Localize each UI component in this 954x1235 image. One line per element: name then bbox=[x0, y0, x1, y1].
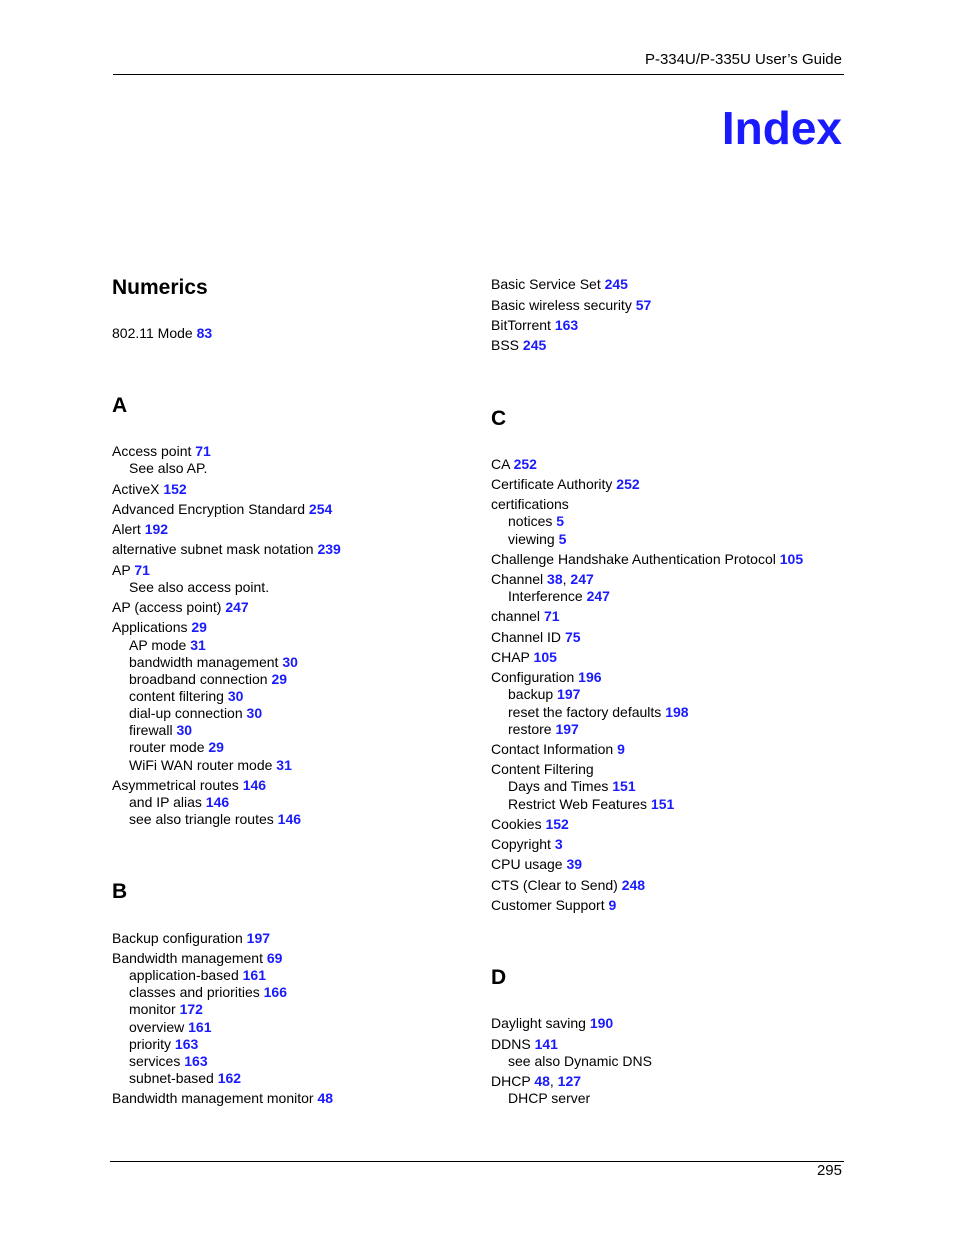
index-term: CA bbox=[491, 456, 510, 472]
index-term: Basic Service Set bbox=[491, 276, 601, 292]
index-term: backup bbox=[508, 686, 554, 702]
page-reference-link[interactable]: 248 bbox=[621, 877, 646, 893]
index-entry bbox=[491, 669, 602, 686]
index-subentry bbox=[129, 654, 298, 671]
page-reference-link[interactable]: 9 bbox=[617, 741, 625, 757]
index-entry bbox=[112, 325, 212, 342]
header-guide-title: P-334U/P-335U User’s Guide bbox=[644, 51, 842, 68]
index-term: Backup configuration bbox=[112, 930, 243, 946]
index-term: priority bbox=[129, 1036, 172, 1052]
index-subentry bbox=[129, 1019, 212, 1036]
index-subentry bbox=[508, 704, 689, 721]
index-term: DDNS bbox=[491, 1036, 531, 1052]
index-entry bbox=[491, 496, 569, 513]
page-reference-link[interactable]: 239 bbox=[317, 541, 341, 557]
page-reference-link[interactable]: 5 bbox=[556, 513, 565, 529]
index-term: CTS (Clear to Send) bbox=[491, 877, 618, 893]
page-reference-link[interactable]: 48 bbox=[534, 1073, 550, 1089]
index-entry bbox=[491, 571, 594, 588]
page-reference-link[interactable]: 146 bbox=[205, 794, 230, 810]
index-entry bbox=[112, 521, 168, 538]
index-term: CHAP bbox=[491, 649, 530, 665]
index-term: Contact Information bbox=[491, 741, 614, 757]
index-subentry bbox=[129, 811, 301, 828]
index-subentry bbox=[129, 739, 224, 756]
index-term: AP bbox=[112, 562, 131, 578]
page-reference-link[interactable]: 197 bbox=[246, 930, 271, 946]
index-subentry bbox=[129, 688, 243, 705]
index-term: Channel ID bbox=[491, 629, 562, 645]
index-term: WiFi WAN router mode bbox=[129, 757, 273, 773]
index-term: Access point bbox=[112, 443, 192, 459]
page-reference-link[interactable]: 254 bbox=[308, 501, 333, 517]
index-entry bbox=[491, 476, 640, 493]
index-term: services bbox=[129, 1053, 181, 1069]
index-entry bbox=[491, 856, 582, 873]
index-subentry bbox=[508, 721, 579, 738]
index-term: Channel bbox=[491, 571, 544, 587]
page-reference-link[interactable]: 30 bbox=[246, 705, 263, 721]
index-term: see also Dynamic DNS bbox=[508, 1053, 652, 1069]
page-ref-separator: , bbox=[549, 1073, 558, 1089]
index-term: channel bbox=[491, 608, 541, 624]
page-reference-link[interactable]: 29 bbox=[191, 619, 207, 635]
index-term: Certificate Authority bbox=[491, 476, 613, 492]
page-reference-link[interactable]: 247 bbox=[570, 571, 594, 587]
page-reference-link[interactable]: 38 bbox=[547, 571, 563, 587]
index-term: firewall bbox=[129, 722, 173, 738]
page-reference-link[interactable]: 197 bbox=[555, 721, 579, 737]
index-term: see also triangle routes bbox=[129, 811, 274, 827]
index-term: ActiveX bbox=[112, 481, 160, 497]
page-number: 295 bbox=[816, 1162, 842, 1179]
index-term: See also access point. bbox=[129, 579, 270, 595]
page-title: Index bbox=[721, 102, 842, 154]
index-subentry bbox=[129, 794, 229, 811]
index-term: DHCP bbox=[491, 1073, 531, 1089]
index-term: application-based bbox=[129, 967, 239, 983]
index-term: Restrict Web Features bbox=[508, 796, 648, 812]
index-term: reset the factory defaults bbox=[508, 704, 662, 720]
index-entry bbox=[491, 836, 563, 853]
page-reference-link[interactable]: 196 bbox=[578, 669, 602, 685]
index-term: 802.11 Mode bbox=[112, 325, 193, 341]
index-entry bbox=[112, 599, 249, 616]
page-reference-link[interactable]: 252 bbox=[513, 456, 537, 472]
page-reference-link[interactable]: 141 bbox=[534, 1036, 558, 1052]
footer-rule bbox=[110, 1161, 844, 1162]
page-reference-link[interactable]: 172 bbox=[179, 1001, 203, 1017]
index-term: Bandwidth management monitor bbox=[112, 1090, 314, 1106]
index-term: Challenge Handshake Authentication Protocol bbox=[491, 551, 776, 567]
index-subentry bbox=[129, 637, 206, 654]
index-term: classes and priorities bbox=[129, 984, 260, 1000]
page-reference-link[interactable]: 31 bbox=[276, 757, 292, 773]
page-ref-separator: , bbox=[562, 571, 571, 587]
index-subentry bbox=[508, 778, 636, 795]
page-reference-link[interactable]: 39 bbox=[566, 856, 583, 872]
index-term: Daylight saving bbox=[491, 1015, 586, 1031]
index-term: dial-up connection bbox=[129, 705, 243, 721]
page-reference-link[interactable]: 83 bbox=[196, 325, 213, 341]
index-entry bbox=[491, 877, 645, 894]
section-heading: Numerics bbox=[112, 276, 208, 299]
page-reference-link[interactable]: 151 bbox=[612, 778, 636, 794]
index-entry bbox=[491, 1015, 613, 1032]
index-entry bbox=[491, 741, 625, 758]
index-entry bbox=[112, 1090, 333, 1107]
index-subentry bbox=[129, 1070, 241, 1087]
index-subentry bbox=[129, 1001, 203, 1018]
index-term: content filtering bbox=[129, 688, 224, 704]
index-term: monitor bbox=[129, 1001, 176, 1017]
section-heading: D bbox=[491, 966, 507, 989]
index-entry bbox=[491, 1073, 581, 1090]
page-reference-link[interactable]: 151 bbox=[650, 796, 675, 812]
index-entry bbox=[491, 649, 557, 666]
page-reference-link[interactable]: 197 bbox=[557, 686, 581, 702]
index-term: restore bbox=[508, 721, 552, 737]
page-reference-link[interactable]: 3 bbox=[554, 836, 563, 852]
page-reference-link[interactable]: 198 bbox=[665, 704, 689, 720]
index-term: Advanced Encryption Standard bbox=[112, 501, 306, 517]
index-subentry bbox=[129, 705, 262, 722]
page-reference-link[interactable]: 247 bbox=[225, 599, 249, 615]
index-term: Basic wireless security bbox=[491, 297, 632, 313]
index-subentry bbox=[129, 671, 287, 688]
index-subentry bbox=[129, 722, 192, 739]
page-reference-link[interactable]: 163 bbox=[554, 317, 579, 333]
index-subentry bbox=[129, 967, 266, 984]
page-reference-link[interactable]: 166 bbox=[263, 984, 287, 1000]
index-entry bbox=[491, 761, 594, 778]
page-reference-link[interactable]: 161 bbox=[242, 967, 266, 983]
page-reference-link[interactable]: 161 bbox=[188, 1019, 212, 1035]
index-entry bbox=[491, 317, 578, 334]
page-reference-link[interactable]: 5 bbox=[558, 531, 567, 547]
index-subentry bbox=[129, 984, 287, 1001]
index-term: Days and Times bbox=[508, 778, 609, 794]
page-reference-link[interactable]: 252 bbox=[616, 476, 640, 492]
index-entry bbox=[491, 897, 616, 914]
index-term: DHCP server bbox=[508, 1090, 591, 1106]
page-reference-link[interactable]: 75 bbox=[564, 629, 581, 645]
page-reference-link[interactable]: 71 bbox=[195, 443, 211, 459]
page-reference-link[interactable]: 245 bbox=[522, 337, 547, 353]
index-subentry bbox=[508, 1090, 590, 1107]
index-term: overview bbox=[129, 1019, 185, 1035]
index-entry bbox=[112, 777, 266, 794]
index-entry bbox=[112, 562, 150, 579]
index-entry bbox=[112, 930, 270, 947]
index-entry bbox=[491, 276, 628, 293]
index-entry bbox=[112, 481, 187, 498]
index-entry bbox=[112, 443, 211, 460]
page-reference-link[interactable]: 247 bbox=[586, 588, 610, 604]
index-term: subnet-based bbox=[129, 1070, 214, 1086]
index-subentry bbox=[508, 686, 580, 703]
page-reference-link[interactable]: 29 bbox=[208, 739, 224, 755]
index-entry bbox=[491, 629, 581, 646]
index-subentry bbox=[129, 1036, 198, 1053]
index-term: certifications bbox=[491, 496, 569, 512]
page-reference-link[interactable]: 162 bbox=[217, 1070, 242, 1086]
index-subentry bbox=[129, 1053, 208, 1070]
index-term: bandwidth management bbox=[129, 654, 279, 670]
index-term: and IP alias bbox=[129, 794, 202, 810]
index-subentry bbox=[508, 531, 566, 548]
index-term: CPU usage bbox=[491, 856, 563, 872]
index-entry bbox=[112, 501, 332, 518]
index-term: viewing bbox=[508, 531, 555, 547]
page-reference-link[interactable]: 152 bbox=[163, 481, 187, 497]
page-reference-link[interactable]: 245 bbox=[604, 276, 628, 292]
index-entry bbox=[491, 608, 560, 625]
page-reference-link[interactable]: 163 bbox=[174, 1036, 199, 1052]
page-reference-link[interactable]: 152 bbox=[545, 816, 569, 832]
page-reference-link[interactable]: 146 bbox=[242, 777, 267, 793]
page-reference-link[interactable]: 57 bbox=[635, 297, 652, 313]
page-reference-link[interactable]: 71 bbox=[543, 608, 560, 624]
index-entry bbox=[112, 541, 341, 558]
index-subentry bbox=[129, 579, 269, 596]
index-term: AP (access point) bbox=[112, 599, 222, 615]
index-term: broadband connection bbox=[129, 671, 268, 687]
index-subentry bbox=[129, 757, 292, 774]
page-reference-link[interactable]: 163 bbox=[184, 1053, 208, 1069]
index-entry bbox=[491, 297, 651, 314]
index-entry bbox=[491, 816, 569, 833]
page-reference-link[interactable]: 69 bbox=[266, 950, 283, 966]
section-heading: A bbox=[112, 394, 128, 417]
index-subentry bbox=[508, 588, 610, 605]
page-reference-link[interactable]: 9 bbox=[608, 897, 617, 913]
page-reference-link[interactable]: 190 bbox=[589, 1015, 614, 1031]
index-subentry bbox=[508, 1053, 652, 1070]
page-reference-link[interactable]: 105 bbox=[779, 551, 804, 567]
page-reference-link[interactable]: 127 bbox=[557, 1073, 582, 1089]
section-heading: C bbox=[491, 407, 507, 430]
index-term: See also AP. bbox=[129, 460, 208, 476]
index-term: AP mode bbox=[129, 637, 187, 653]
index-subentry bbox=[508, 513, 564, 530]
index-entry bbox=[491, 337, 546, 354]
index-term: Alert bbox=[112, 521, 141, 537]
index-subentry bbox=[508, 796, 674, 813]
index-entry bbox=[112, 950, 282, 967]
page-reference-link[interactable]: 71 bbox=[134, 562, 150, 578]
page-reference-link[interactable]: 30 bbox=[282, 654, 298, 670]
index-term: Asymmetrical routes bbox=[112, 777, 239, 793]
index-term: notices bbox=[508, 513, 553, 529]
index-entry bbox=[491, 551, 803, 568]
page-reference-link[interactable]: 30 bbox=[176, 722, 193, 738]
index-term: Cookies bbox=[491, 816, 542, 832]
header-rule bbox=[113, 74, 844, 75]
index-term: Bandwidth management bbox=[112, 950, 263, 966]
index-term: Configuration bbox=[491, 669, 575, 685]
page-reference-link[interactable]: 146 bbox=[277, 811, 302, 827]
page-reference-link[interactable]: 30 bbox=[227, 688, 244, 704]
page-reference-link[interactable]: 29 bbox=[271, 671, 288, 687]
index-term: Customer Support bbox=[491, 897, 605, 913]
index-entry bbox=[491, 1036, 558, 1053]
index-term: BitTorrent bbox=[491, 317, 551, 333]
index-term: BSS bbox=[491, 337, 520, 353]
index-subentry bbox=[129, 460, 207, 477]
index-term: Copyright bbox=[491, 836, 551, 852]
index-term: Interference bbox=[508, 588, 583, 604]
index-entry bbox=[112, 619, 207, 636]
index-entry bbox=[491, 456, 537, 473]
index-term: alternative subnet mask notation bbox=[112, 541, 314, 557]
page-reference-link[interactable]: 105 bbox=[533, 649, 557, 665]
page-reference-link[interactable]: 48 bbox=[317, 1090, 334, 1106]
index-term: router mode bbox=[129, 739, 205, 755]
page-reference-link[interactable]: 31 bbox=[190, 637, 206, 653]
page-reference-link[interactable]: 192 bbox=[144, 521, 169, 537]
section-heading: B bbox=[112, 880, 128, 903]
index-term: Content Filtering bbox=[491, 761, 594, 777]
index-term: Applications bbox=[112, 619, 188, 635]
